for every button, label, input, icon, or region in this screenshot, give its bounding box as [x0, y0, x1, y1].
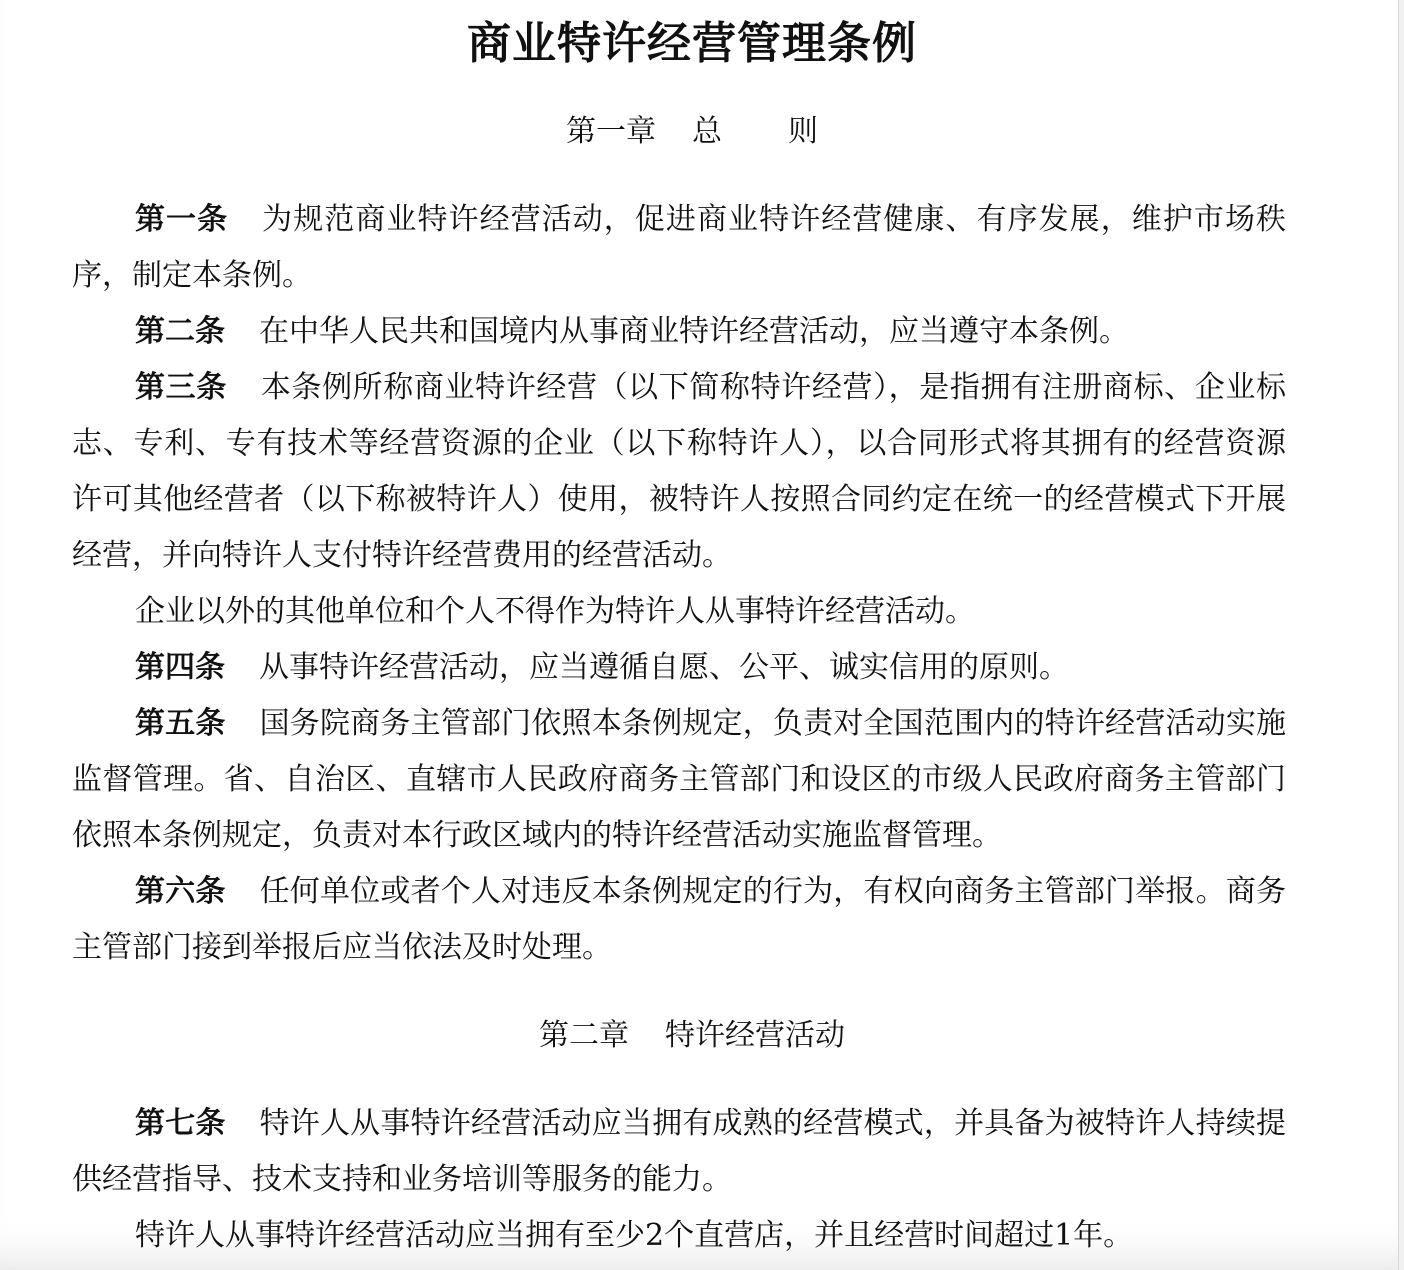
- article-5: [72, 696, 1286, 864]
- article-7-paragraph-2: 特许人从事特许经营活动应当拥有至少2个直营店，并且经营时间超过1年。: [135, 1218, 1134, 1253]
- article-1-text: 为规范商业特许经营活动，促进商业特许经营健康、有序发展，维护市场秩序，制定本条例。: [72, 202, 1286, 293]
- article-6-text: 任何单位或者个人对违反本条例规定的行为，有权向商务主管部门举报。商务主管部门接到举报后应当依法及时处理。: [72, 874, 1287, 965]
- chapter-1-number: 第一章: [566, 114, 656, 149]
- article-1-label: 第一条: [135, 202, 229, 237]
- article-2: [72, 304, 1286, 360]
- chapter-1-name-part-1: 总: [692, 114, 722, 149]
- article-4: [72, 640, 1286, 696]
- article-6: [72, 864, 1286, 976]
- article-7: [72, 1096, 1286, 1208]
- chapter-1-heading: [0, 112, 1384, 152]
- article-3-paragraph-2: 企业以外的其他单位和个人不得作为特许人从事特许经营活动。: [135, 594, 975, 629]
- chapter-2-heading: [0, 1016, 1384, 1056]
- article-7-label: 第七条: [135, 1106, 226, 1141]
- article-5-text: 国务院商务主管部门依照本条例规定，负责对全国范围内的特许经营活动实施监督管理。省、自治区、直辖市人民政府商务主管部门和设区的市级人民政府商务主管部门依照本条例规定，负责对本行政区域内的特许经营活动实施监督管理。: [72, 706, 1287, 853]
- article-5-label: 第五条: [135, 706, 226, 741]
- article-3: [72, 360, 1286, 584]
- chapter-1-body: [72, 192, 1286, 976]
- article-2-label: 第二条: [135, 314, 225, 349]
- article-4-label: 第四条: [135, 650, 225, 685]
- chapter-2-number: 第二章: [539, 1018, 629, 1053]
- chapter-2-name: 特许经营活动: [665, 1018, 845, 1053]
- article-3-label: 第三条: [135, 370, 227, 405]
- article-7-text: 特许人从事特许经营活动应当拥有成熟的经营模式，并具备为被特许人持续提供经营指导、技术支持和业务培训等服务的能力。: [72, 1106, 1287, 1197]
- chapter-1-name-part-2: 则: [788, 114, 818, 149]
- chapter-2-body: [72, 1096, 1286, 1264]
- article-3-text: 本条例所称商业特许经营（以下简称特许经营），是指拥有注册商标、企业标志、专利、专有技术等经营资源的企业（以下称特许人），以合同形式将其拥有的经营资源许可其他经营者（以下称被特许人）使用，被特许人按照合同约定在统一的经营模式下开展经营，并向特许人支付特许经营费用的经营活动。: [72, 370, 1287, 573]
- article-1: [72, 192, 1286, 304]
- document-title: 商业特许经营管理条例: [467, 18, 917, 69]
- article-4-text: 从事特许经营活动，应当遵循自愿、公平、诚实信用的原则。: [259, 650, 1069, 685]
- article-6-label: 第六条: [135, 874, 226, 909]
- article-2-text: 在中华人民共和国境内从事商业特许经营活动，应当遵守本条例。: [259, 314, 1129, 349]
